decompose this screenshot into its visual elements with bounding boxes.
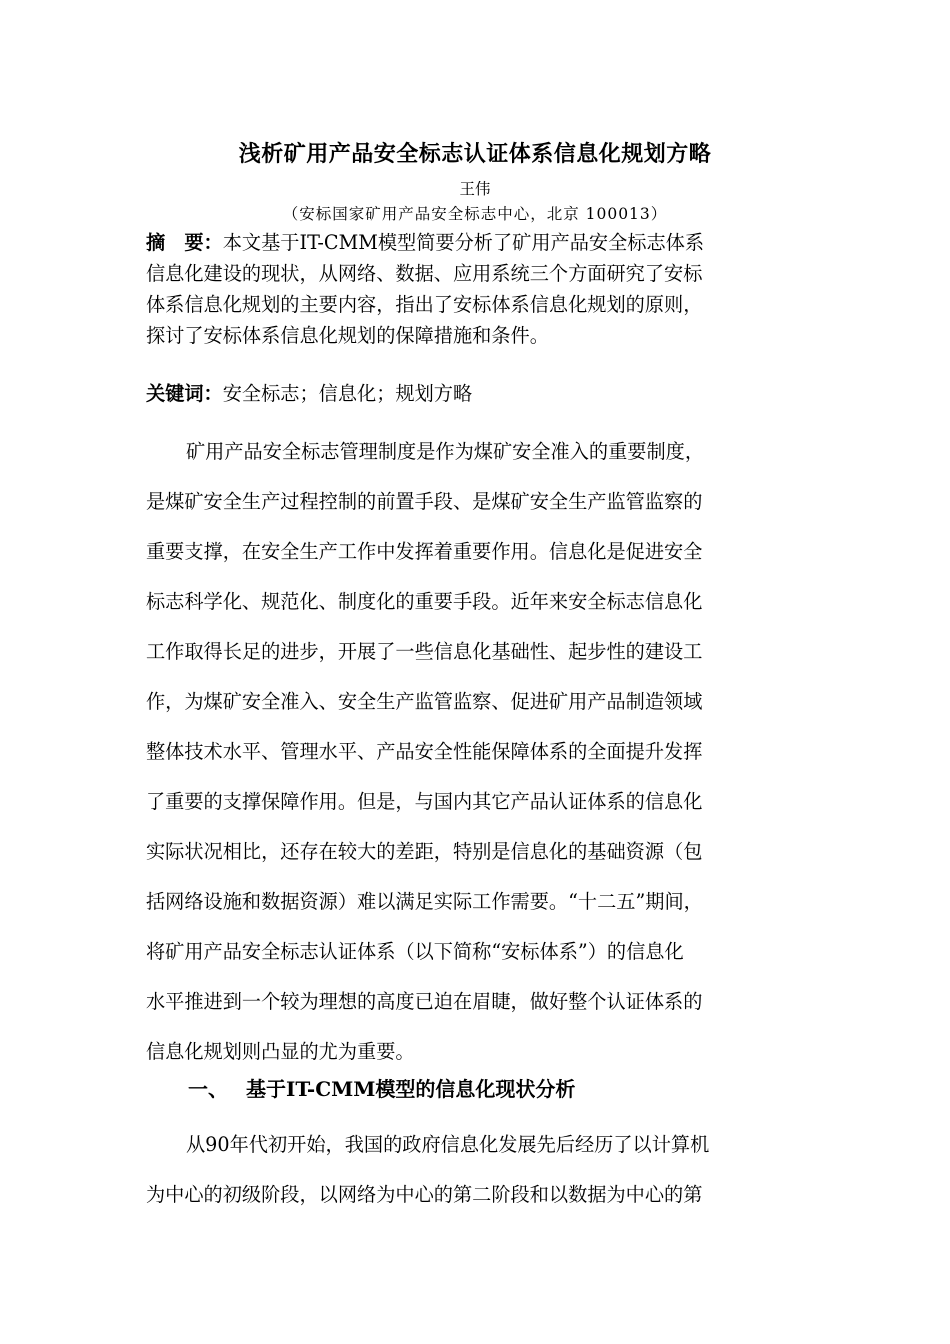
abstract-line: 探讨了安标体系信息化规划的保障措施和条件。: [146, 324, 549, 347]
author-affiliation: （安标国家矿用产品安全标志中心，北京 100013）: [282, 205, 668, 223]
paragraph-line: 将矿用产品安全标志认证体系（以下简称“安标体系”）的信息化: [146, 940, 684, 963]
abstract-line: [146, 227, 826, 258]
paragraph-line: 整体技术水平、管理水平、产品安全性能保障体系的全面提升发挥: [146, 740, 703, 763]
abstract-line: 信息化建设的现状，从网络、数据、应用系统三个方面研究了安标: [146, 262, 703, 285]
section-paragraph: [146, 1120, 826, 1220]
author-name: 王伟: [459, 180, 491, 198]
paragraph-line: 矿用产品安全标志管理制度是作为煤矿安全准入的重要制度，: [186, 440, 705, 463]
keywords: [146, 378, 826, 409]
abstract-text: 本文基于IT-CMM模型简要分析了矿用产品安全标志体系: [222, 231, 705, 254]
paragraph-line: 括网络设施和数据资源）难以满足实际工作需要。“十二五”期间，: [146, 890, 703, 913]
section-title: 基于IT-CMM模型的信息化现状分析: [246, 1077, 576, 1101]
abstract: [146, 227, 826, 351]
paper-title: 浅析矿用产品安全标志认证体系信息化规划方略: [238, 141, 712, 167]
paragraph-line: 了重要的支撑保障作用。但是，与国内其它产品认证体系的信息化: [146, 790, 703, 813]
abstract-line: 体系信息化规划的主要内容，指出了安标体系信息化规划的原则，: [146, 293, 703, 316]
paragraph-line: 标志科学化、规范化、制度化的重要手段。近年来安全标志信息化: [146, 590, 703, 613]
paragraph-line: 为中心的初级阶段，以网络为中心的第二阶段和以数据为中心的第: [146, 1183, 703, 1206]
paragraph-line: 水平推进到一个较为理想的高度已迫在眉睫，做好整个认证体系的: [146, 990, 703, 1013]
section-number: 一、: [188, 1077, 228, 1101]
paragraph-line: 实际状况相比，还存在较大的差距，特别是信息化的基础资源（包: [146, 840, 703, 863]
paragraph-line: 是煤矿安全生产过程控制的前置手段、是煤矿安全生产监管监察的: [146, 490, 703, 513]
abstract-label: 摘 要：: [146, 231, 223, 254]
paragraph-line: 重要支撑，在安全生产工作中发挥着重要作用。信息化是促进安全: [146, 540, 703, 563]
paragraph-line: 作，为煤矿安全准入、安全生产监管监察、促进矿用产品制造领域: [146, 690, 703, 713]
section-heading: [188, 1073, 575, 1102]
paragraph-line: 信息化规划则凸显的尤为重要。: [146, 1040, 415, 1063]
keywords-label: 关键词：: [146, 382, 223, 405]
keywords-text: 安全标志；信息化；规划方略: [222, 382, 473, 405]
paragraph-line: 从90年代初开始，我国的政府信息化发展先后经历了以计算机: [186, 1133, 710, 1156]
paragraph-line: 工作取得长足的进步，开展了一些信息化基础性、起步性的建设工: [146, 640, 703, 663]
intro-paragraph: [146, 427, 826, 1077]
